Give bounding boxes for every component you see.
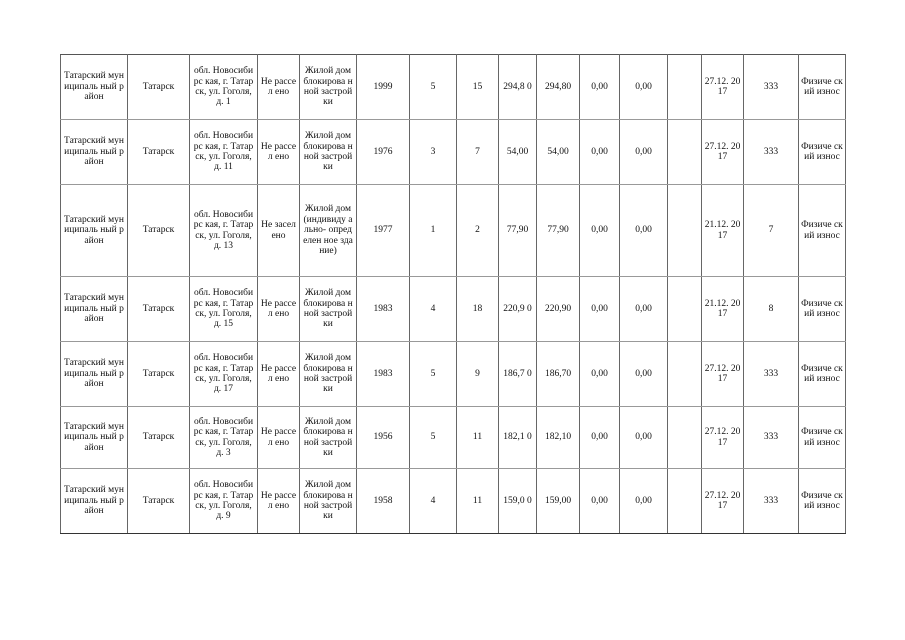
cell-city: Татарск <box>128 185 190 277</box>
cell-value-2: 0,00 <box>620 342 668 407</box>
cell-building-type: Жилой дом блокирова нной застройки <box>300 469 357 534</box>
cell-area-total: 220,9 0 <box>499 277 537 342</box>
cell-doc-number: 8 <box>744 277 799 342</box>
cell-reason: Физиче ский износ <box>799 120 846 185</box>
cell-year: 1983 <box>357 342 410 407</box>
cell-date: 27.12. 2017 <box>702 120 744 185</box>
cell-status: Не рассел ено <box>258 120 300 185</box>
cell-value-2: 0,00 <box>620 55 668 120</box>
cell-value-1: 0,00 <box>580 407 620 469</box>
cell-year: 1976 <box>357 120 410 185</box>
cell-area-total: 77,90 <box>499 185 537 277</box>
cell-district: Татарский муниципаль ный район <box>61 277 128 342</box>
cell-doc-number: 333 <box>744 55 799 120</box>
cell-reason: Физиче ский износ <box>799 277 846 342</box>
cell-city: Татарск <box>128 469 190 534</box>
table-row <box>61 185 846 277</box>
table-row <box>61 407 846 469</box>
cell-building-type: Жилой дом блокирова нной застройки <box>300 342 357 407</box>
cell-count-b: 18 <box>457 277 499 342</box>
cell-count-b: 15 <box>457 55 499 120</box>
cell-district: Татарский муниципаль ный район <box>61 407 128 469</box>
table-row <box>61 342 846 407</box>
cell-empty <box>668 120 702 185</box>
cell-status: Не рассел ено <box>258 407 300 469</box>
cell-doc-number: 333 <box>744 342 799 407</box>
cell-empty <box>668 55 702 120</box>
cell-date: 21.12. 2017 <box>702 185 744 277</box>
cell-building-type: Жилой дом блокирова нной застройки <box>300 120 357 185</box>
cell-year: 1956 <box>357 407 410 469</box>
cell-area-living: 54,00 <box>537 120 580 185</box>
cell-value-2: 0,00 <box>620 277 668 342</box>
cell-address: обл. Новосибирс кая, г. Татарск, ул. Гоголя, д. 17 <box>190 342 258 407</box>
housing-table <box>60 54 846 534</box>
cell-count-b: 11 <box>457 407 499 469</box>
cell-reason: Физиче ский износ <box>799 407 846 469</box>
cell-doc-number: 333 <box>744 469 799 534</box>
cell-district: Татарский муниципаль ный район <box>61 120 128 185</box>
cell-date: 27.12. 2017 <box>702 342 744 407</box>
cell-city: Татарск <box>128 120 190 185</box>
cell-value-2: 0,00 <box>620 185 668 277</box>
cell-value-2: 0,00 <box>620 120 668 185</box>
cell-count-b: 11 <box>457 469 499 534</box>
cell-area-total: 186,7 0 <box>499 342 537 407</box>
cell-count-a: 5 <box>410 55 457 120</box>
cell-empty <box>668 185 702 277</box>
cell-value-1: 0,00 <box>580 55 620 120</box>
cell-reason: Физиче ский износ <box>799 55 846 120</box>
cell-address: обл. Новосибирс кая, г. Татарск, ул. Гоголя, д. 11 <box>190 120 258 185</box>
cell-doc-number: 333 <box>744 407 799 469</box>
cell-status: Не рассел ено <box>258 55 300 120</box>
cell-count-a: 5 <box>410 342 457 407</box>
cell-date: 27.12. 2017 <box>702 55 744 120</box>
cell-count-a: 5 <box>410 407 457 469</box>
cell-date: 27.12. 2017 <box>702 407 744 469</box>
table-row <box>61 277 846 342</box>
cell-building-type: Жилой дом блокирова нной застройки <box>300 407 357 469</box>
cell-reason: Физиче ский износ <box>799 185 846 277</box>
cell-status: Не рассел ено <box>258 277 300 342</box>
cell-value-2: 0,00 <box>620 469 668 534</box>
cell-area-total: 294,8 0 <box>499 55 537 120</box>
cell-value-1: 0,00 <box>580 342 620 407</box>
cell-building-type: Жилой дом блокирова нной застройки <box>300 277 357 342</box>
cell-value-1: 0,00 <box>580 185 620 277</box>
cell-empty <box>668 342 702 407</box>
cell-year: 1958 <box>357 469 410 534</box>
cell-status: Не рассел ено <box>258 342 300 407</box>
table-row <box>61 120 846 185</box>
cell-city: Татарск <box>128 277 190 342</box>
cell-doc-number: 7 <box>744 185 799 277</box>
cell-count-a: 1 <box>410 185 457 277</box>
cell-count-b: 7 <box>457 120 499 185</box>
cell-year: 1977 <box>357 185 410 277</box>
cell-count-b: 9 <box>457 342 499 407</box>
cell-value-1: 0,00 <box>580 277 620 342</box>
cell-district: Татарский муниципаль ный район <box>61 185 128 277</box>
cell-empty <box>668 407 702 469</box>
cell-area-living: 159,00 <box>537 469 580 534</box>
table-row <box>61 469 846 534</box>
cell-district: Татарский муниципаль ный район <box>61 469 128 534</box>
cell-empty <box>668 469 702 534</box>
cell-address: обл. Новосибирс кая, г. Татарск, ул. Гоголя, д. 1 <box>190 55 258 120</box>
cell-status: Не рассел ено <box>258 469 300 534</box>
cell-year: 1983 <box>357 277 410 342</box>
cell-area-living: 220,90 <box>537 277 580 342</box>
cell-reason: Физиче ский износ <box>799 342 846 407</box>
cell-value-1: 0,00 <box>580 120 620 185</box>
cell-address: обл. Новосибирс кая, г. Татарск, ул. Гоголя, д. 13 <box>190 185 258 277</box>
cell-area-total: 54,00 <box>499 120 537 185</box>
cell-building-type: Жилой дом (индивиду ально- определен ное здание) <box>300 185 357 277</box>
cell-area-total: 159,0 0 <box>499 469 537 534</box>
cell-area-living: 294,80 <box>537 55 580 120</box>
cell-count-a: 4 <box>410 277 457 342</box>
cell-empty <box>668 277 702 342</box>
cell-area-living: 186,70 <box>537 342 580 407</box>
cell-building-type: Жилой дом блокирова нной застройки <box>300 55 357 120</box>
cell-reason: Физиче ский износ <box>799 469 846 534</box>
cell-count-a: 3 <box>410 120 457 185</box>
cell-address: обл. Новосибирс кая, г. Татарск, ул. Гоголя, д. 3 <box>190 407 258 469</box>
cell-count-b: 2 <box>457 185 499 277</box>
cell-status: Не засел ено <box>258 185 300 277</box>
table-row <box>61 55 846 120</box>
cell-value-2: 0,00 <box>620 407 668 469</box>
cell-city: Татарск <box>128 55 190 120</box>
cell-value-1: 0,00 <box>580 469 620 534</box>
cell-area-living: 182,10 <box>537 407 580 469</box>
cell-date: 27.12. 2017 <box>702 469 744 534</box>
cell-area-total: 182,1 0 <box>499 407 537 469</box>
cell-doc-number: 333 <box>744 120 799 185</box>
cell-count-a: 4 <box>410 469 457 534</box>
cell-city: Татарск <box>128 342 190 407</box>
cell-address: обл. Новосибирс кая, г. Татарск, ул. Гоголя, д. 15 <box>190 277 258 342</box>
cell-year: 1999 <box>357 55 410 120</box>
cell-area-living: 77,90 <box>537 185 580 277</box>
cell-district: Татарский муниципаль ный район <box>61 342 128 407</box>
cell-city: Татарск <box>128 407 190 469</box>
cell-date: 21.12. 2017 <box>702 277 744 342</box>
cell-address: обл. Новосибирс кая, г. Татарск, ул. Гоголя, д. 9 <box>190 469 258 534</box>
cell-district: Татарский муниципаль ный район <box>61 55 128 120</box>
